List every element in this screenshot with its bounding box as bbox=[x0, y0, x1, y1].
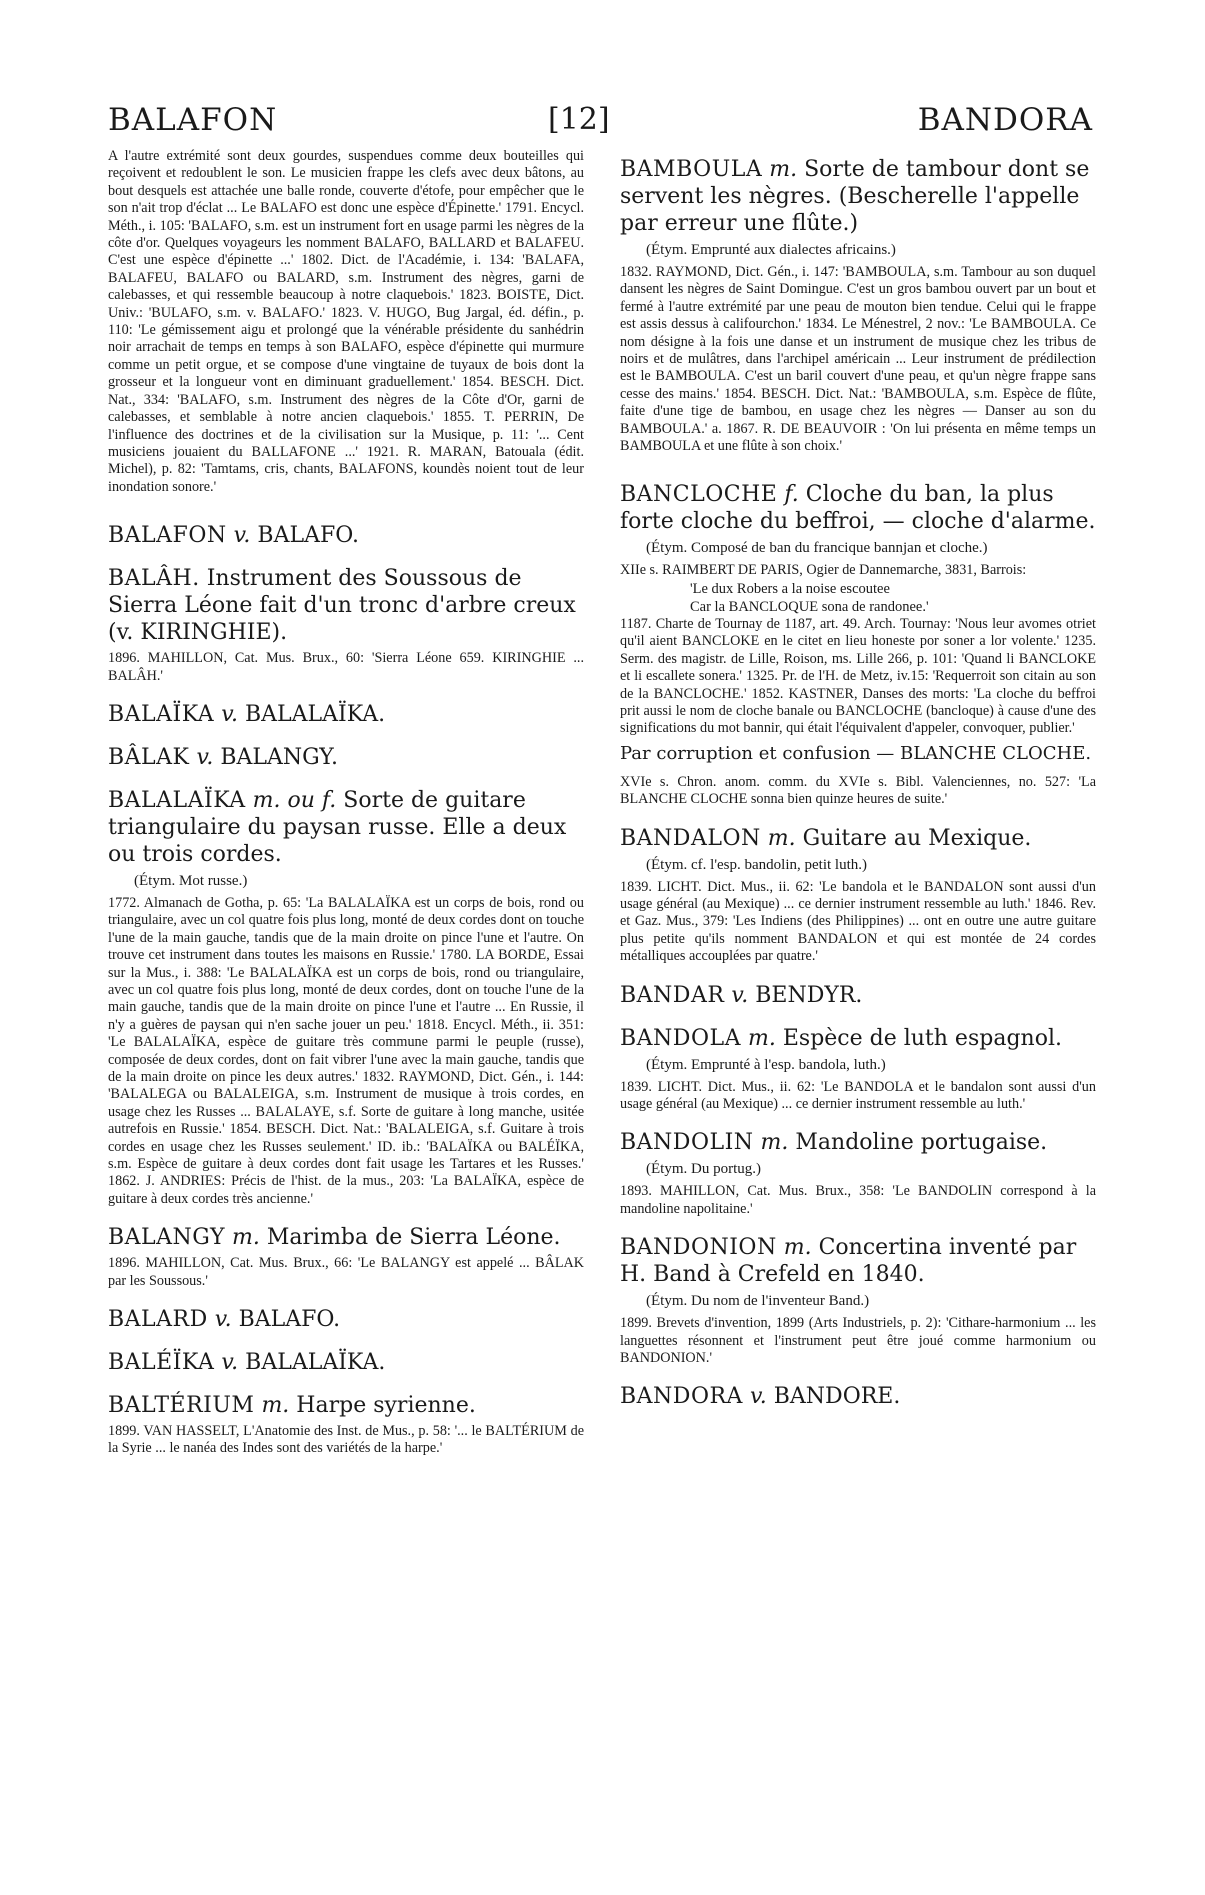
headword: BALANGY bbox=[108, 1225, 226, 1251]
grammar: m. bbox=[747, 1025, 776, 1051]
grammar: m. bbox=[232, 1225, 260, 1251]
entry-balah bbox=[108, 565, 584, 685]
entry-bandolin bbox=[620, 1129, 1096, 1218]
definition: Marimba de Sierra Léone. bbox=[266, 1225, 561, 1251]
definition: Instrument des Soussous de Sierra Léone fait d'un tronc d'arbre creux (v. KIRINGHIE). bbox=[108, 566, 576, 646]
entry-bandora bbox=[620, 1383, 1096, 1410]
headword: BANDALON bbox=[620, 825, 761, 851]
headword: BANDORA bbox=[620, 1384, 743, 1410]
headword: BAMBOULA bbox=[620, 157, 763, 182]
definition: BALANGY. bbox=[220, 744, 338, 770]
etymology: (Étym. Mot russe.) bbox=[134, 872, 248, 889]
entry-bandonion bbox=[620, 1234, 1096, 1367]
entry-bandalon bbox=[620, 825, 1096, 966]
definition: BENDYR. bbox=[755, 982, 863, 1008]
etymology: (Étym. Emprunté à l'esp. bandola, luth.) bbox=[646, 1056, 886, 1073]
running-header bbox=[108, 96, 1093, 146]
grammar: m. bbox=[760, 1130, 789, 1156]
entry-baleika bbox=[108, 1349, 584, 1376]
etymology: (Étym. Composé de ban du francique bannjan et cloche.) bbox=[646, 540, 988, 557]
verse-line: 'Le dux Robers a la noise escoutee bbox=[690, 580, 890, 597]
grammar: v. bbox=[731, 982, 749, 1008]
verse-line: Car la BANCLOQUE sona de randonee.' bbox=[690, 598, 929, 615]
definition: BALAFO. bbox=[257, 523, 359, 549]
entry-citations: 1839. LICHT. Dict. Mus., ii. 62: 'Le bandola et le BANDALON sont aussi d'un usage général (au Mexique) ... ce dernier instrument ressemble au luth.' 1846. Rev. et Gaz. Mus., 379: 'Les Indiens (des Philippines) ... ont en outre une autre guitare plus petite qu'ils nomment BANDALON et qui est montée de 24 cordes métalliques accouplées par quatre.' bbox=[620, 878, 1096, 965]
sub-sense: Par corruption et confusion — BLANCHE CLOCHE. bbox=[620, 742, 1092, 764]
grammar: v. bbox=[221, 1350, 239, 1376]
entry-balafon bbox=[108, 522, 584, 549]
definition: Concertina inventé par H. Band à Crefeld en 1840. bbox=[620, 1235, 1077, 1288]
headword: BALAÏKA bbox=[108, 701, 215, 727]
entry-citations: XVIe s. Chron. anom. comm. du XVIe s. Bibl. Valenciennes, no. 527: 'La BLANCHE CLOCHE sonna bien quinze heures de suite.' bbox=[620, 773, 1096, 808]
entry-citations: 1896. MAHILLON, Cat. Mus. Brux., 60: 'Sierra Léone 659. KIRINGHIE ... BALÂH.' bbox=[108, 650, 584, 684]
entry-balak bbox=[108, 744, 584, 771]
entry-balard bbox=[108, 1306, 584, 1333]
headword: BALALAÏKA bbox=[108, 787, 246, 813]
entry-citations: 1772. Almanach de Gotha, p. 65: 'La BALALAÏKA est un corps de bois, rond ou triangulaire, avec un col quatre fois plus long, monté de deux cordes dont on touche l'une de la main gauche, tandis que de la main droite on pince l'une et l'autre. On trouve cet instrument dans toutes les maisons en Russie.' 1780. LA BORDE, Essai sur la Mus., i. 388: 'Le BALALAÏKA est un corps de bois, rond ou triangulaire, avec un col quatre fois plus long, monté de deux cordes, dont on touche l'une de la main gauche, tandis que de la main droite on pince l'une et l'autre ... En Russie, il n'y a guères de paysan qui n'en sache jouer un peu.' 1818. Encycl. Méth., ii. 351: 'Le BALALAÏKA, espèce de guitare très commune parmi le peuple (russe), composée de deux cordes, dont on fait vibrer l'une avec la main gauche, tandis que de la main droite on pince les deux autres.' 1832. RAYMOND, Dict. Gén., i. 144: 'BALALEGA ou BALALEIGA, s.m. Instrument de musique à trois cordes, en usage chez les Russes ... BALALAYE, s.f. Sorte de guitare à long manche, usitée autrefois en Russie.' 1854. BESCH. Dict. Nat.: 'BALALEIGA, s.f. Guitare à trois cordes en usage chez les Russes seulement.' ID. ib.: 'BALAÏKA ou BALÉÏKA, s.m. Espèce de guitare à deux cordes dont fait usage les Tartares et les Russes.' 1862. J. ANDRIES: Précis de l'hist. de la mus., 203: 'La BALAÏKA, espèce de guitare à deux cordes très ancienne.' bbox=[108, 894, 584, 1207]
entry-balafon-continued bbox=[108, 148, 584, 496]
grammar: f. bbox=[784, 482, 799, 508]
entry-bamboula bbox=[620, 156, 1096, 455]
etymology: (Étym. Du nom de l'inventeur Band.) bbox=[646, 1293, 870, 1310]
definition: BALALAÏKA. bbox=[245, 1350, 386, 1376]
left-column bbox=[108, 148, 584, 1474]
right-column bbox=[620, 156, 1096, 1426]
entry-bandola bbox=[620, 1025, 1096, 1114]
grammar: v. bbox=[221, 701, 238, 727]
headword: BANDONION bbox=[620, 1235, 777, 1261]
grammar: v. bbox=[233, 523, 251, 549]
headword: BANDOLA bbox=[620, 1025, 741, 1051]
definition: BALALAÏKA. bbox=[245, 701, 386, 727]
definition: Harpe syrienne. bbox=[296, 1393, 476, 1419]
etymology: (Étym. Du portug.) bbox=[646, 1161, 761, 1178]
headword: BALÉÏKA bbox=[108, 1350, 215, 1376]
definition: Cloche du ban, la plus forte cloche du beffroi, — cloche d'alarme. bbox=[620, 482, 1096, 535]
grammar: v. bbox=[196, 744, 214, 770]
entry-citations: 1832. RAYMOND, Dict. Gén., i. 147: 'BAMBOULA, s.m. Tambour au son duquel dansent les nègres de Saint Domingue. C'est un gros bambou ouvert par un bout et fermé à l'autre extrémité par une peau de mouton bien tendue. Celui qui le frappe est assis dessus à califourchon.' 1834. Le Ménestrel, 2 nov.: 'Le BAMBOULA. Ce nom désigne à la fois une danse et un instrument de musique chez les tribus de noirs et de mulâtres, dans l'archipel américain ... Leur instrument de prédilection est le BAMBOULA. C'est un baril couvert d'une peau, et qu'un nègre frappe sans cesse des mains.' 1854. BESCH. Dict. Nat.: 'BAMBOULA, s.m. Espèce de flûte, faite d'une tige de bambou, en usage chez les nègres — Danser au son du BAMBOULA.' a. 1867. R. DE BEAUVOIR : 'On lui présenta en même temps un BAMBOULA et une flûte à son choix.' bbox=[620, 264, 1096, 455]
definition: Sorte de guitare triangulaire du paysan russe. Elle a deux ou trois cordes. bbox=[108, 787, 567, 867]
definition: Sorte de tambour dont se servent les nègres. (Bescherelle l'appelle par erreur une flûte.) bbox=[620, 157, 1090, 236]
entry-balaika bbox=[108, 701, 584, 728]
entry-balterium bbox=[108, 1392, 584, 1458]
grammar: v. bbox=[749, 1384, 767, 1410]
grammar: v. bbox=[214, 1307, 232, 1333]
entry-citations: 1893. MAHILLON, Cat. Mus. Brux., 358: 'Le BANDOLIN correspond à la mandoline napolitaine.' bbox=[620, 1183, 1096, 1217]
headword: BALARD bbox=[108, 1307, 208, 1333]
grammar: m. bbox=[783, 1235, 812, 1261]
grammar: m. ou f. bbox=[252, 787, 337, 813]
header-first-headword: BALAFON bbox=[108, 102, 278, 138]
headword: BANDAR bbox=[620, 982, 725, 1008]
headword: BANDOLIN bbox=[620, 1130, 754, 1156]
headword: BÂLAK bbox=[108, 744, 190, 770]
entry-citations: 1839. LICHT. Dict. Mus., ii. 62: 'Le BANDOLA et le bandalon sont aussi d'un usage général (au Mexique) ... ce dernier instrument ressemble au luth.' bbox=[620, 1078, 1096, 1112]
grammar: m. bbox=[767, 825, 796, 851]
definition: Guitare au Mexique. bbox=[802, 825, 1032, 851]
entry-citations: A l'autre extrémité sont deux gourdes, suspendues comme deux bouteilles qui reçoivent et redoublent le son. Le musicien frappe les clefs avec deux bâtons, au bout desquels est attachée une balle ronde, couverte d'étofe, pour empêcher que le son n'ait trop d'éclat ... Le BALAFO est donc une espèce d'Épinette.' 1791. Encycl. Méth., i. 105: 'BALAFO, s.m. est un instrument fort en usage parmi les nègres de la côte d'or. Quelques voyageurs les nomment BALAFO, BALLARD et BALAFEU. C'est une espèce d'épinette ...' 1802. Dict. de l'Académie, i. 134: 'BALAFA, BALAFEU, BALAFO ou BALARD, s.m. Instrument des nègres, garni de calebasses, et qui ressemble beaucoup à notre claquebois.' 1823. BOISTE, Dict. Univ.: 'BULAFO, s.m. v. BALAFO.' 1823. V. HUGO, Bug Jargal, éd. défin., p. 110: 'Le gémissement aigu et prolongé que la vénérable présidente du sanhédrin noir arrachait de temps en temps à son BALAFO, espèce d'épinette qui murmure comme un petit orgue, et se compose d'une vingtaine de tuyaux de bois dont la grosseur et la longueur vont en diminuant graduellement.' 1854. BESCH. Dict. Nat., 334: 'BALAFO, s.m. Instrument des nègres de la Côte d'Or, garni de calebasses, et semblable à notre ancien claquebois.' 1855. T. PERRIN, De l'influence des doctrines et de la civilisation sur la Musique, p. 11: '... Cent musiciens jouaient du BALLAFONE ...' 1921. R. MARAN, Batouala (édit. Michel), p. 82: 'Tamtams, cris, chants, BALAFONS, koundès noient tout de leur inondation sonore.' bbox=[108, 148, 584, 495]
entry-citations: 1899. Brevets d'invention, 1899 (Arts Industriels, p. 2): 'Cithare-harmonium ... les languettes résonnent et l'instrument peut être joué comme harmonium ou BANDONION.' bbox=[620, 1315, 1096, 1366]
definition: BANDORE. bbox=[773, 1384, 901, 1410]
entry-bandar bbox=[620, 982, 1096, 1009]
entry-balalaika bbox=[108, 787, 584, 1208]
headword: BANCLOCHE bbox=[620, 482, 778, 508]
entry-citations: XIIe s. RAIMBERT DE PARIS, Ogier de Dannemarche, 3831, Barrois: bbox=[620, 562, 1027, 579]
grammar: m. bbox=[769, 157, 798, 182]
definition: BALAFO. bbox=[238, 1307, 341, 1333]
header-last-headword: BANDORA bbox=[917, 102, 1093, 138]
entry-balangy bbox=[108, 1224, 584, 1290]
entry-bancloche bbox=[620, 481, 1096, 808]
definition: Espèce de luth espagnol. bbox=[782, 1025, 1062, 1051]
etymology: (Étym. cf. l'esp. bandolin, petit luth.) bbox=[646, 856, 867, 873]
entry-citations: 1896. MAHILLON, Cat. Mus. Brux., 66: 'Le BALANGY est appelé ... BÂLAK par les Soussous.' bbox=[108, 1255, 584, 1289]
headword: BALAFON bbox=[108, 523, 227, 549]
dictionary-page bbox=[108, 96, 1096, 1856]
headword: BALTÉRIUM bbox=[108, 1393, 255, 1419]
definition: Mandoline portugaise. bbox=[795, 1130, 1048, 1156]
entry-citations: 1899. VAN HASSELT, L'Anatomie des Inst. de Mus., p. 58: '... le BALTÉRIUM de la Syrie ... le nanéa des Indes sont des variétés de la harpe.' bbox=[108, 1423, 584, 1457]
headword: BALÂH. bbox=[108, 566, 200, 592]
grammar: m. bbox=[261, 1393, 290, 1419]
page-number: [12] bbox=[548, 102, 610, 137]
entry-citations: 1187. Charte de Tournay de 1187, art. 49. Arch. Tournay: 'Nous leur avomes otriet qu'il aient BANCLOKE en le citet en lieu honeste por soner a lor volente.' 1235. Serm. des magistr. de Lille, Roison, ms. Lille 266, p. 101: 'Quand li BANCLOKE et li escallete sonera.' 1325. Pr. de l'H. de Metz, iv.15: 'Requerroit son citain au son de la BANCLOCHE.' 1852. KASTNER, Danses des morts: 'La cloche du beffroi prit aussi le nom de cloche banale ou BANCLOCHE (bancloque) à cause d'une des significations du mot bannir, qui était l'équivalent d'appeler, convoquer, publier.' bbox=[620, 615, 1096, 737]
etymology: (Étym. Emprunté aux dialectes africains.) bbox=[646, 242, 896, 258]
